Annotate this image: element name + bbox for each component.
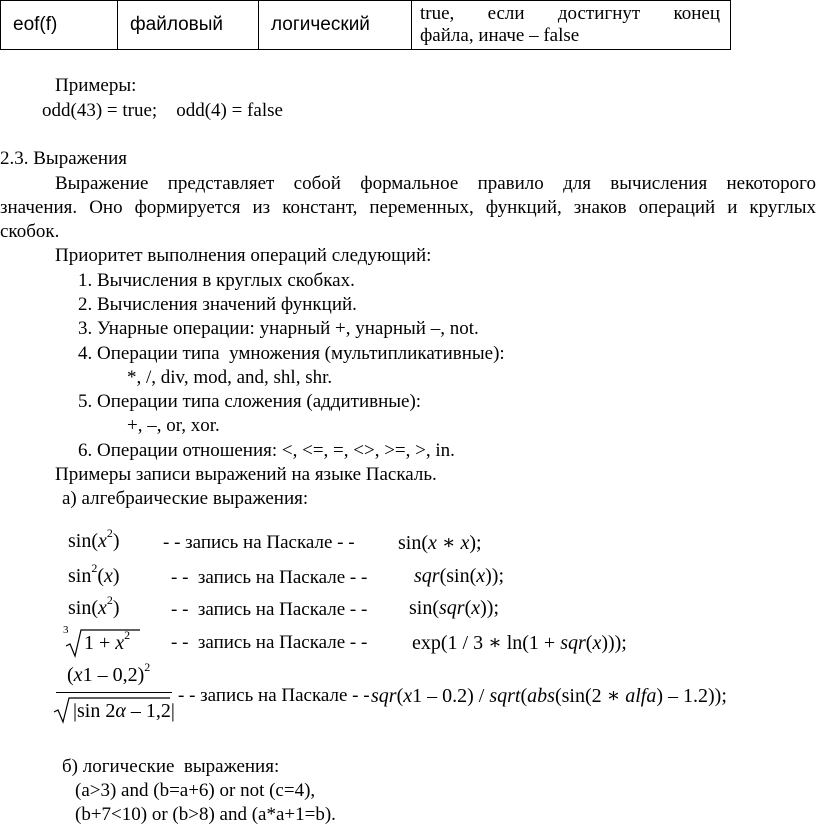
logical-heading: б) логические выражения: — [62, 756, 280, 777]
sqr-fn: sqr — [414, 565, 440, 587]
formula-5-separator: - - запись на Паскале - - — [178, 685, 370, 706]
priority-item: 4. Операции типа умножения (мультипликативные): — [78, 343, 505, 364]
priority-subitem: +, –, or, xor. — [127, 415, 220, 436]
cell-function: eof(f) — [1, 1, 118, 50]
sqr-fn: sqr — [560, 632, 586, 654]
sqr-fn: sqr — [439, 597, 465, 619]
priority-subitem: *, /, div, mod, and, shl, shr. — [127, 367, 333, 388]
formula-1-separator: - - запись на Паскале - - — [163, 532, 355, 553]
formula-3-math: $\sin(x^2)$ — [68, 593, 120, 619]
algebraic-heading: а) алгебраические выражения: — [62, 488, 309, 509]
priority-item: 5. Операции типа сложения (аддитивные): — [78, 391, 422, 412]
logical-expression: (b+7<10) or (b>8) and (a*a+1=b). — [75, 804, 336, 825]
priority-item: 2. Вычисления значений функций. — [78, 294, 357, 315]
formula-3-separator: - - запись на Паскале - - — [171, 599, 368, 620]
examples-heading: Примеры: — [55, 75, 137, 96]
formula-2-math: $\sin^2(x)$ — [68, 561, 120, 587]
intro-line3: скобок. — [0, 221, 60, 242]
cell-result: логический — [259, 1, 412, 50]
logical-expression: (a>3) and (b=a+6) or not (c=4), — [75, 780, 316, 801]
formula-1-pascal: sin(x ∗ x); — [398, 532, 482, 554]
functions-table — [0, 0, 731, 50]
formula-5-math: (x1 – 0,2)$^2$ |sin 2α – 1,2| — [52, 662, 174, 726]
priority-heading: Приоритет выполнения операций следующий: — [55, 245, 432, 266]
priority-item: 6. Операции отношения: <, <=, =, <>, >=, >, in. — [78, 440, 455, 461]
description-line1 — [420, 3, 720, 25]
formula-4-pascal: exp(1 / 3 ∗ ln(1 + sqr(x))); — [412, 632, 627, 654]
examples-line: odd(43) = true; odd(4) = false — [42, 100, 283, 121]
desc-word: достигнут — [557, 3, 641, 24]
formula-4-math: 3 $1 + x^2$ — [62, 624, 142, 658]
cell-description — [412, 1, 731, 50]
desc-word: если — [487, 3, 525, 24]
formula-2-pascal: sqr(sin(x)); — [414, 565, 505, 587]
priority-item: 3. Унарные операции: унарный +, унарный –, not. — [78, 318, 479, 339]
formula-5-pascal: sqr(x1 – 0.2) / sqrt(abs(sin(2 ∗ alfa) – 1.2)); — [371, 685, 727, 707]
formula-1-math: $\sin(x^2)$ — [68, 526, 120, 552]
priority-item: 1. Вычисления в круглых скобках. — [78, 270, 355, 291]
description-line2: файла, иначе – false — [420, 25, 580, 46]
formula-4-separator: - - запись на Паскале - - — [171, 632, 368, 653]
pascal-heading: Примеры записи выражений на языке Паскаль. — [55, 464, 437, 485]
formula-2-separator: - - запись на Паскале - - — [171, 567, 368, 588]
section-title: 2.3. Выражения — [0, 148, 128, 169]
desc-word: конец — [673, 3, 720, 24]
desc-word: true, — [420, 3, 455, 24]
cell-argument: файловый — [118, 1, 259, 50]
formula-3-pascal: sin(sqr(x)); — [409, 597, 500, 619]
intro-line2: значения. Оно формируется из констант, переменных, функций, знаков операций и круглых — [0, 197, 816, 218]
table-row — [1, 1, 731, 50]
intro-line1: Выражение представляет собой формальное правило для вычисления некоторого — [55, 173, 816, 194]
